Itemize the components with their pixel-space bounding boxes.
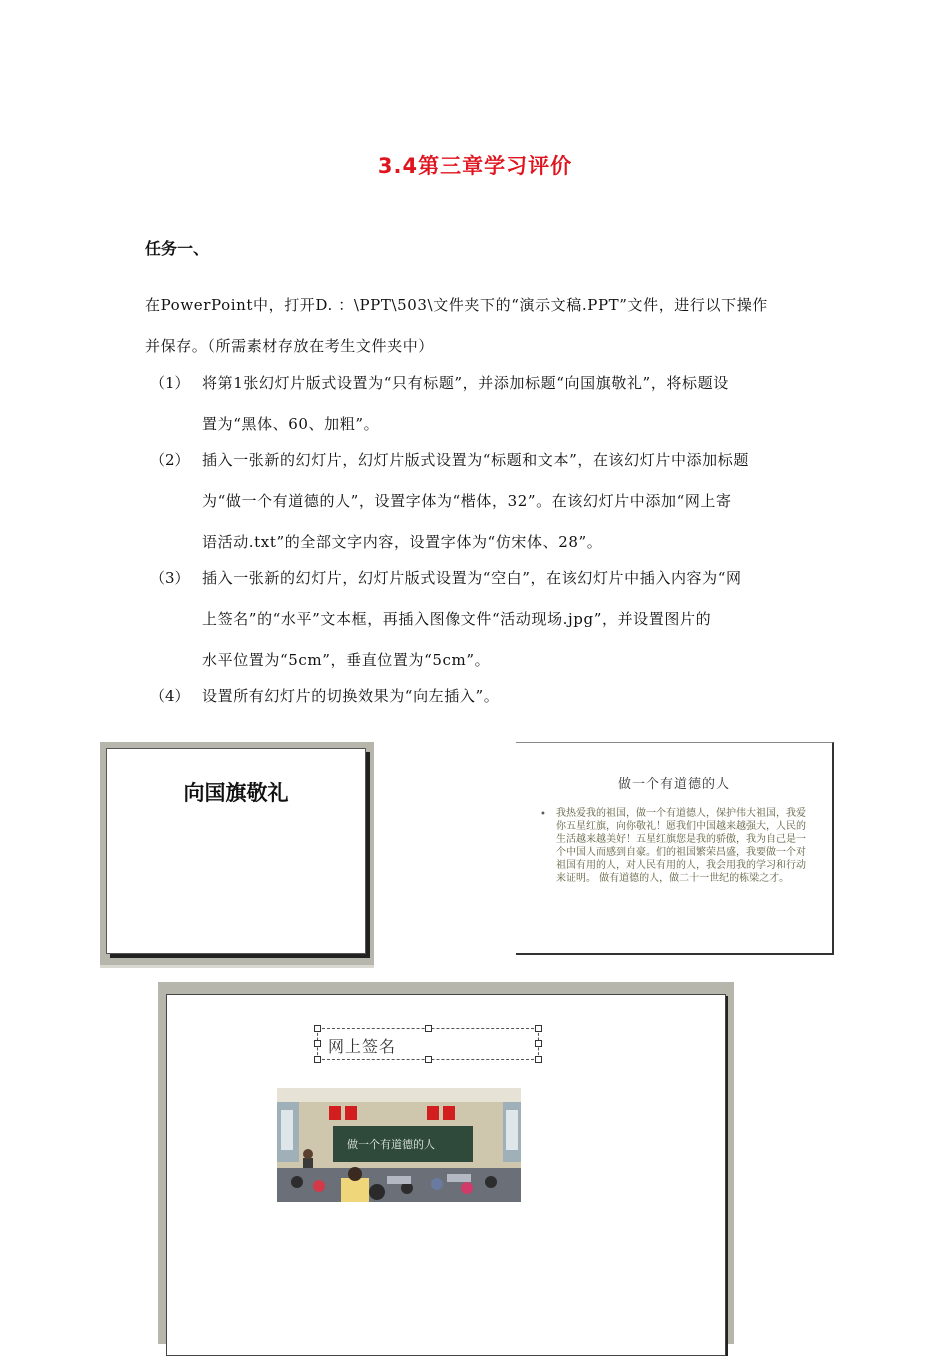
step-2-line-2: 为“做一个有道德的人”，设置字体为“楷体，32”。在该幻灯片中添加“网上寄: [202, 492, 732, 510]
step-1-line-2: 置为“黑体、60、加粗”。: [202, 415, 380, 433]
document-title: 3.4第三章学习评价: [377, 154, 573, 178]
slide-1-title: 向国旗敬礼: [183, 781, 289, 805]
intro-line-1: 在PowerPoint中，打开D. ：\PPT\503\文件夹下的“演示文稿.PPT”文件，进行以下操作: [145, 296, 768, 314]
intro-line-2: 并保存。（所需素材存放在考生文件夹中）: [145, 337, 434, 355]
slide-1-preview: [100, 742, 374, 968]
slide-2-preview: [516, 742, 834, 955]
resize-handle-top-left[interactable]: [314, 1025, 321, 1032]
resize-handle-left[interactable]: [314, 1040, 321, 1047]
step-2-line-3: 语活动.txt”的全部文字内容，设置字体为“仿宋体、28”。: [202, 533, 603, 551]
slide-3-canvas: [166, 994, 726, 1356]
step-3-line-3: 水平位置为“5cm”，垂直位置为“5cm”。: [202, 651, 491, 669]
task-heading: 任务一、: [145, 239, 210, 258]
slide-1-bottom-bar: [100, 965, 374, 968]
resize-handle-top[interactable]: [425, 1025, 432, 1032]
step-3-line-2: 上签名”的“水平”文本框，再插入图像文件“活动现场.jpg”，并设置图片的: [202, 610, 712, 628]
step-1-line-1: 将第1张幻灯片版式设置为“只有标题”，并添加标题“向国旗敬礼”，将标题设: [202, 374, 729, 392]
slide-1-canvas: [106, 748, 366, 954]
bullet-icon: •: [540, 809, 546, 820]
slide-3-preview: [158, 982, 734, 1344]
slide-2-body-text: 我热爱我的祖国，做一个有道德人，保护伟大祖国，我爱你五星红旗，向你敬礼！愿我们中国越来越强大，人民的生活越来越美好！五星红旗您是我的骄傲，我为自己是一个中国人而感到自豪。们的祖国繁荣昌盛，我要做一个对祖国有用的人，对人民有用的人，我会用我的学习和行动来证明。 做有道德的人，做二十一世纪的栋梁之才。: [556, 808, 806, 884]
step-4-number: （4）: [150, 687, 190, 705]
event-photo[interactable]: [277, 1088, 521, 1202]
step-4-line-1: 设置所有幻灯片的切换效果为“向左插入”。: [202, 687, 500, 705]
photo-blackboard-text: 做一个有道德的人: [347, 1138, 435, 1151]
slide-2-title: 做一个有道德的人: [617, 777, 730, 792]
step-1-number: （1）: [150, 374, 190, 392]
step-2-number: （2）: [150, 451, 190, 469]
signature-textbox[interactable]: [317, 1028, 539, 1060]
slide-2-body: [540, 807, 806, 885]
step-2-line-1: 插入一张新的幻灯片，幻灯片版式设置为“标题和文本”，在该幻灯片中添加标题: [202, 451, 749, 469]
resize-handle-bottom[interactable]: [425, 1056, 432, 1063]
step-3-line-1: 插入一张新的幻灯片，幻灯片版式设置为“空白”，在该幻灯片中插入内容为“网: [202, 569, 742, 587]
classroom-photo-illustration: [277, 1088, 521, 1202]
resize-handle-top-right[interactable]: [535, 1025, 542, 1032]
signature-textbox-text: 网上签名: [328, 1037, 397, 1056]
resize-handle-bottom-left[interactable]: [314, 1056, 321, 1063]
resize-handle-right[interactable]: [535, 1040, 542, 1047]
step-3-number: （3）: [150, 569, 190, 587]
resize-handle-bottom-right[interactable]: [535, 1056, 542, 1063]
